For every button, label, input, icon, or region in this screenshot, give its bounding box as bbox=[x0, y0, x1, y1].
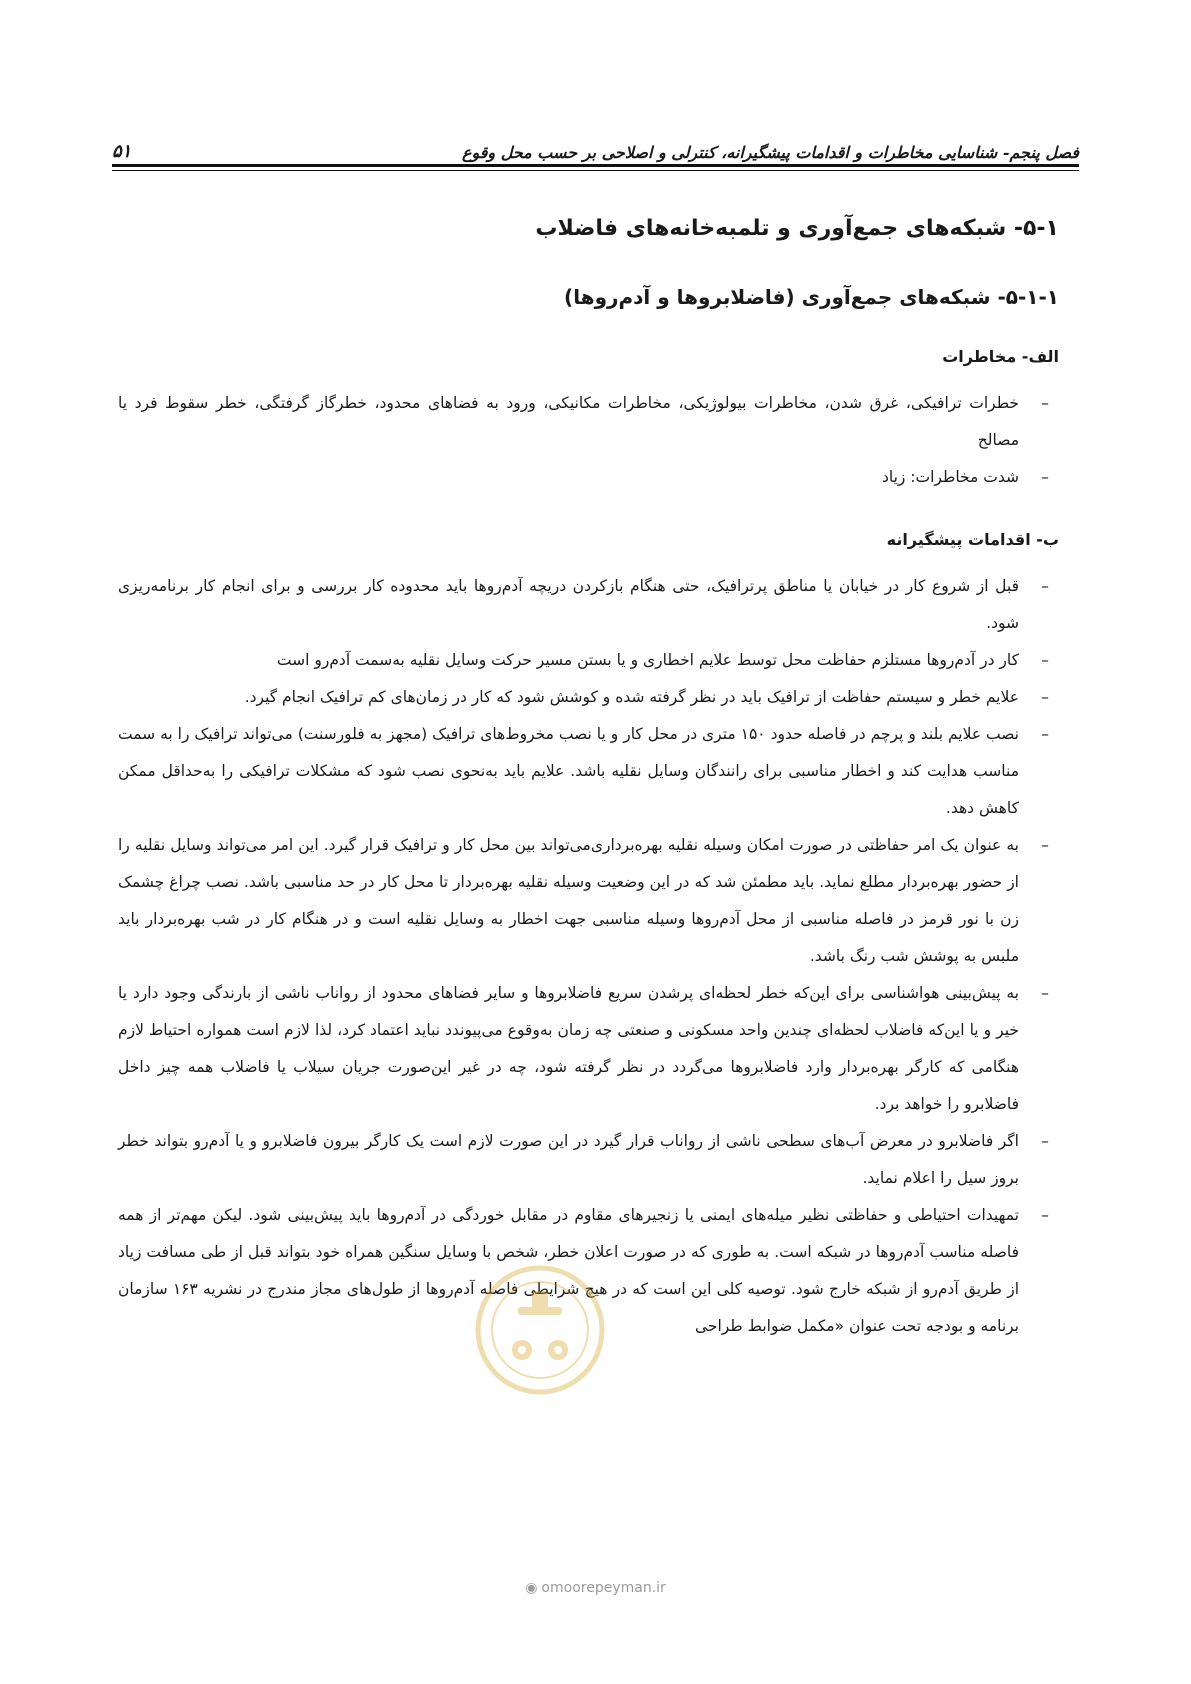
page-number: ۵۱ bbox=[112, 141, 132, 162]
list-item bbox=[118, 975, 1059, 1123]
list-item bbox=[118, 1197, 1059, 1345]
chapter-title: فصل پنجم- شناسایی مخاطرات و اقدامات پیشگیرانه، کنترلی و اصلاحی بر حسب محل وقوع bbox=[461, 143, 1079, 162]
dash-bullet-icon: – bbox=[1041, 1131, 1049, 1150]
list-item bbox=[118, 459, 1059, 496]
list-item-text: نصب علایم بلند و پرچم در فاصله حدود ۱۵۰ متری در محل کار و یا نصب مخروط‌های ترافیک (مجهز به فلورسنت) می‌تواند ترافیک را به سمت مناسب هدایت کند و اخطار مناسبی برای رانندگان وسایل نقلیه باشد. علایم باید به‌نحوی نصب شود که مشکلات ترافیکی را به‌حداقل ممکن کاهش دهد. bbox=[118, 724, 1019, 817]
footer-website bbox=[0, 1580, 1191, 1596]
list-item-text: قبل از شروع کار در خیابان یا مناطق پرترافیک، حتی هنگام بازکردن دریچه آدم‌روها باید محدوده کار بررسی و برای انجام کار برنامه‌ریزی شود. bbox=[118, 576, 1019, 632]
dash-bullet-icon: – bbox=[1041, 650, 1049, 669]
list-item-text: شدت مخاطرات: زیاد bbox=[881, 467, 1019, 486]
prevention-heading: ب- اقدامات پیشگیرانه bbox=[886, 529, 1059, 549]
dash-bullet-icon: – bbox=[1041, 835, 1049, 854]
list-item bbox=[118, 568, 1059, 642]
header-rule-thick bbox=[112, 164, 1079, 167]
dash-bullet-icon: – bbox=[1041, 724, 1049, 743]
list-item-text: علایم خطر و سیستم حفاظت از ترافیک باید در نظر گرفته شده و کوشش شود که کار در زمان‌های کم ترافیک انجام گیرد. bbox=[244, 687, 1019, 706]
dash-bullet-icon: – bbox=[1041, 576, 1049, 595]
list-item bbox=[118, 642, 1059, 679]
list-item-text: کار در آدم‌روها مستلزم حفاظت محل توسط علایم اخطاری و یا بستن مسیر حرکت وسایل نقلیه به‌سمت آدم‌رو است bbox=[276, 650, 1019, 669]
list-item-text: اگر فاضلابرو در معرض آب‌های سطحی ناشی از رواناب قرار گیرد در این صورت لازم است یک کارگر بیرون فاضلابرو و یا آدم‌رو بتواند خطر بروز سیل را اعلام نماید. bbox=[118, 1131, 1019, 1187]
dash-bullet-icon: – bbox=[1041, 393, 1049, 412]
section-title: ۵-۱- شبکه‌های جمع‌آوری و تلمبه‌خانه‌های فاضلاب bbox=[535, 216, 1059, 241]
dash-bullet-icon: – bbox=[1041, 1205, 1049, 1224]
globe-icon: ◉ bbox=[525, 1580, 538, 1596]
website-text: omoorepeyman.ir bbox=[541, 1580, 666, 1596]
list-item-text: خطرات ترافیکی، غرق شدن، مخاطرات بیولوژیکی، مخاطرات مکانیکی، ورود به فضاهای محدود، خطرگاز گرفتگی، خطر سقوط فرد یا مصالح bbox=[118, 393, 1019, 449]
hazards-list bbox=[118, 385, 1059, 496]
list-item-text: تمهیدات احتیاطی و حفاظتی نظیر میله‌های ایمنی یا زنجیرهای مقاوم در مقابل خوردگی در آدم‌روها باید پیش‌بینی شود. لیکن مهم‌تر از همه فاصله مناسب آدم‌روها در شبکه است. به طوری که در صورت اعلان خطر، شخص با وسایل سنگین همراه خود بتواند قبل از طی مسافت زیاد از طریق آدم‌رو از شبکه خارج شود. توصیه کلی این است که در هیچ شرایطی فاصله آدم‌روها از طول‌های مجاز مندرج در نشریه ۱۶۳ سازمان برنامه و بودجه تحت عنوان «مکمل ضوابط طراحی bbox=[118, 1205, 1020, 1335]
header-rule-thin bbox=[112, 170, 1079, 171]
dash-bullet-icon: – bbox=[1041, 983, 1049, 1002]
list-item bbox=[118, 827, 1059, 975]
dash-bullet-icon: – bbox=[1041, 467, 1049, 486]
dash-bullet-icon: – bbox=[1041, 687, 1049, 706]
prevention-list bbox=[118, 568, 1059, 1345]
subsection-title: ۵-۱-۱- شبکه‌های جمع‌آوری (فاضلابروها و آدم‌روها) bbox=[564, 284, 1059, 309]
page-body bbox=[118, 214, 1059, 1377]
list-item bbox=[118, 716, 1059, 827]
running-header bbox=[112, 128, 1079, 162]
list-item bbox=[118, 1123, 1059, 1197]
list-item-text: به عنوان یک امر حفاظتی در صورت امکان وسیله نقلیه بهره‌برداری‌می‌تواند بین محل کار و ترافیک قرار گیرد. این امر می‌تواند وسایل نقلیه را از حضور بهره‌بردار مطلع نماید. باید مطمئن شد که در این وضعیت وسیله نقلیه بهره‌بردار تا محل کار در حد مناسبی باشد. نصب چراغ چشمک زن با نور قرمز در فاصله مناسبی از محل آدم‌روها وسیله مناسبی جهت اخطار به وسایل نقلیه است و در هنگام کار در شب بهره‌بردار باید ملبس به پوشش شب رنگ باشد. bbox=[118, 835, 1019, 965]
list-item-text: به پیش‌بینی هواشناسی برای این‌که خطر لحظه‌ای پرشدن سریع فاضلابروها و سایر فضاهای محدود از رواناب ناشی از بارندگی وجود دارد یا خیر و یا این‌که فاضلاب لحظه‌ای چندین واحد مسکونی و صنعتی چه زمان به‌وقوع می‌پیوندد نباید اعتماد کرد، لذا لازم است همواره احتیاط لازم هنگامی که کارگر بهره‌بردار وارد فاضلابروها می‌گردد در نظر گرفته شود، چه در غیر این‌صورت جریان سیلاب یا فاضلاب همه چیز داخل فاضلابرو را خواهد برد. bbox=[118, 983, 1019, 1113]
list-item bbox=[118, 679, 1059, 716]
list-item bbox=[118, 385, 1059, 459]
hazards-heading: الف- مخاطرات bbox=[942, 346, 1059, 366]
